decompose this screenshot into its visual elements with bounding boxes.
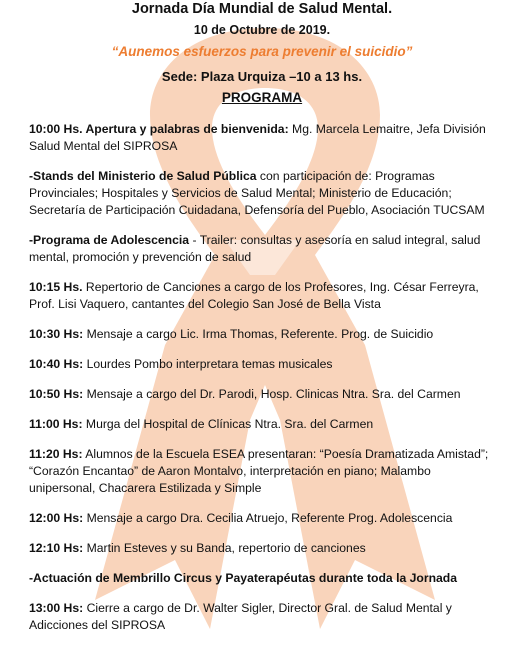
event-title: Jornada Día Mundial de Salud Mental. [131,1,393,17]
item-text: Murga del Hospital de Clínicas Ntra. Sra. del Carmen [82,417,374,431]
program-list [29,121,497,647]
item-time: -Programa de Adolescencia [29,233,190,247]
item-text: Martin Esteves y su Banda, repertorio de canciones [83,541,366,555]
program-item [29,356,497,373]
item-text: Mensaje a cargo Dra. Cecilia Atruejo, Referente Prog. Adolescencia [83,511,453,525]
program-item [29,510,497,527]
item-time: 10:00 Hs. Apertura y palabras de bienvenida: [29,122,289,136]
item-text: - Trailer: consultas y asesoría en salud integral, salud mental, promoción y prevención de salud [29,233,481,264]
item-time: 11:20 Hs: [29,447,83,461]
program-item [29,232,497,266]
item-text: Mg. Marcela Lemaitre, Jefa División Salud Mental del SIPROSA [29,122,486,153]
program-item [29,570,497,587]
item-time: 10:15 Hs. [29,280,83,294]
item-time: -Actuación de Membrillo Circus y Payaterapéutas durante toda la Jornada [29,571,458,585]
item-time: 11:00 Hs: [29,417,83,431]
program-item [29,386,497,403]
item-text: Mensaje a cargo Lic. Irma Thomas, Referente. Prog. de Suicidio [83,327,434,341]
event-slogan: “Aunemos esfuerzos para prevenir el suicidio” [111,44,413,59]
event-venue: Sede: Plaza Urquiza –10 a 13 hs. [161,69,363,84]
event-date: 10 de Octubre de 2019. [193,23,331,37]
program-item [29,121,497,155]
item-text: Cierre a cargo de Dr. Walter Sigler, Director Gral. de Salud Mental y Adicciones del SIPROSA [29,601,452,632]
program-item [29,279,497,313]
item-time: 13:00 Hs: [29,601,84,615]
item-text: Lourdes Pombo interpretara temas musicales [83,357,333,371]
program-item [29,326,497,343]
item-time: 12:00 Hs: [29,511,84,525]
item-text: con participación de: Programas Provinciales; Hospitales y Servicios de Salud Mental; Ministerio de Educación; Secretaría de Participación Cuidadana, Defensoría del Pueblo, Asociación TUCSAM [29,169,485,217]
item-time: 10:40 Hs: [29,357,84,371]
program-item [29,540,497,557]
program-item [29,446,497,497]
program-item [29,168,497,219]
item-time: -Stands del Ministerio de Salud Pública [29,169,257,183]
item-time: 10:30 Hs: [29,327,84,341]
program-heading: PROGRAMA [221,90,303,105]
item-time: 10:50 Hs: [29,387,84,401]
item-text: Alumnos de la Escuela ESEA presentaran: “Poesía Dramatizada Amistad”; “Corazón Encantao” de Aaron Montalvo, interpretación en piano; Malambo unipersonal, Chacarera Estilizada y Simple [29,447,489,495]
item-time: 12:10 Hs: [29,541,84,555]
item-text: Repertorio de Canciones a cargo de los Profesores, Ing. César Ferreyra, Prof. Lisi Vaquero, cantantes del Colegio San José de Bella Vista [29,280,479,311]
item-text: Mensaje a cargo del Dr. Parodi, Hosp. Clinicas Ntra. Sra. del Carmen [83,387,461,401]
program-item [29,416,497,433]
